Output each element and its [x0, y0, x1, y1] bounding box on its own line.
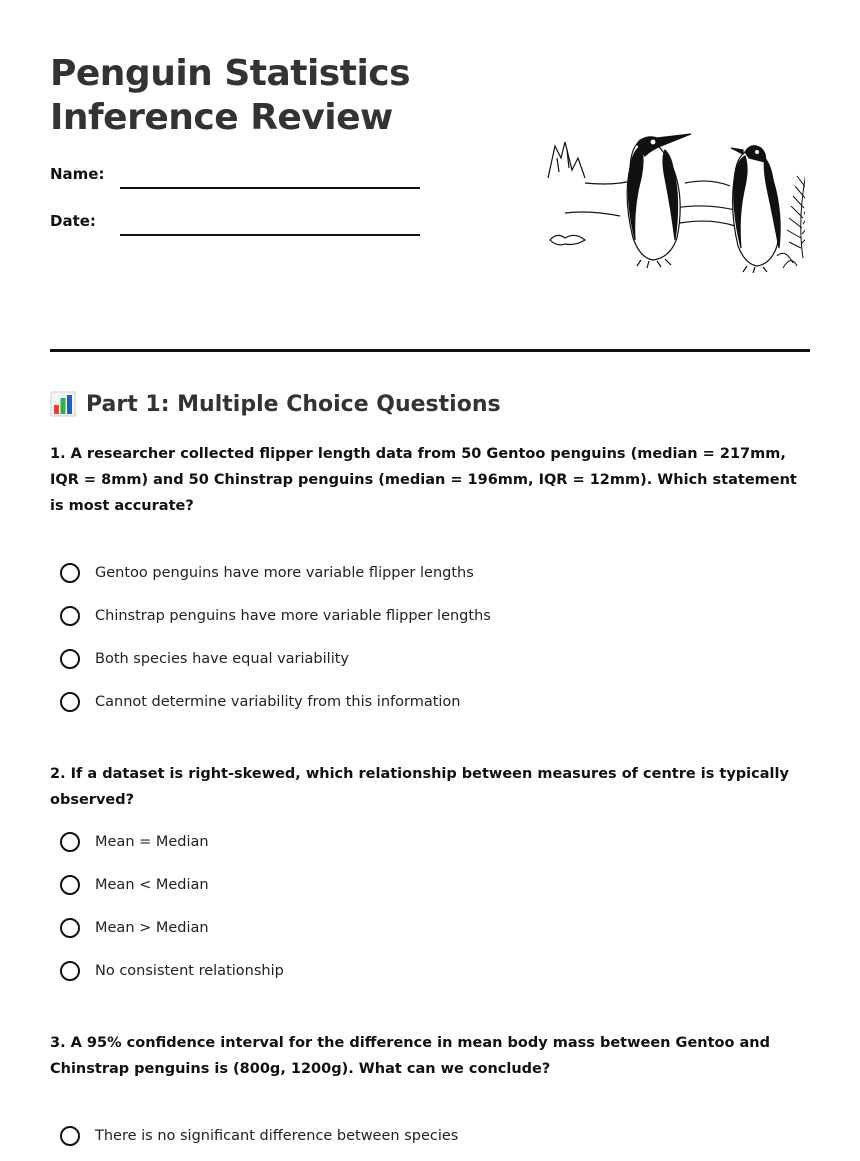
q2-option-a[interactable]: [60, 829, 209, 855]
option-label: There is no significant difference between species: [95, 1128, 459, 1144]
header-divider: [50, 349, 810, 352]
radio-button[interactable]: [60, 692, 80, 712]
option-label: Mean = Median: [95, 834, 209, 850]
date-field[interactable]: [120, 234, 420, 236]
option-label: Chinstrap penguins have more variable flipper lengths: [95, 608, 491, 624]
question-3: 3. A 95% confidence interval for the difference in mean body mass between Gentoo and Chinstrap penguins is (800g, 1200g). What can we conclude?: [50, 1035, 770, 1077]
radio-button[interactable]: [60, 1126, 80, 1146]
q1-option-c[interactable]: [60, 646, 349, 672]
q2-option-b[interactable]: [60, 872, 209, 898]
q1-option-d[interactable]: [60, 689, 460, 715]
radio-button[interactable]: [60, 649, 80, 669]
q1-option-a[interactable]: [60, 560, 474, 586]
option-label: Mean > Median: [95, 920, 209, 936]
radio-button[interactable]: [60, 918, 80, 938]
radio-button[interactable]: [60, 875, 80, 895]
question-1: 1. A researcher collected flipper length data from 50 Gentoo penguins (median = 217mm, IQR = 8mm) and 50 Chinstrap penguins (median = 196mm, IQR = 12mm). Which statement is most accurate?: [50, 446, 797, 514]
penguin-right: [731, 146, 780, 273]
section-title: Part 1: Multiple Choice Questions: [86, 391, 501, 417]
option-label: No consistent relationship: [95, 963, 284, 979]
date-label: Date:: [50, 212, 96, 230]
option-label: Cannot determine variability from this information: [95, 694, 461, 710]
radio-button[interactable]: [60, 606, 80, 626]
question-2: 2. If a dataset is right-skewed, which relationship between measures of centre is typically observed?: [50, 766, 789, 808]
title-line-1: Penguin Statistics: [50, 53, 411, 94]
option-label: Gentoo penguins have more variable flipper lengths: [95, 565, 474, 581]
name-label: Name:: [50, 165, 105, 183]
radio-button[interactable]: [60, 961, 80, 981]
name-field[interactable]: [120, 187, 420, 189]
q2-option-d[interactable]: [60, 958, 284, 984]
radio-button[interactable]: [60, 563, 80, 583]
bar-chart-icon: [50, 391, 76, 417]
penguin-illustration: [545, 128, 805, 273]
q1-option-b[interactable]: [60, 603, 491, 629]
page-title: [50, 52, 410, 140]
title-line-2: Inference Review: [50, 97, 393, 138]
penguin-left: [627, 134, 691, 268]
section-header-part1: [50, 388, 501, 420]
fern-plant: [777, 168, 805, 268]
q2-option-c[interactable]: [60, 915, 209, 941]
radio-button[interactable]: [60, 832, 80, 852]
q3-option-a[interactable]: [60, 1123, 458, 1149]
option-label: Both species have equal variability: [95, 651, 349, 667]
option-label: Mean < Median: [95, 877, 209, 893]
